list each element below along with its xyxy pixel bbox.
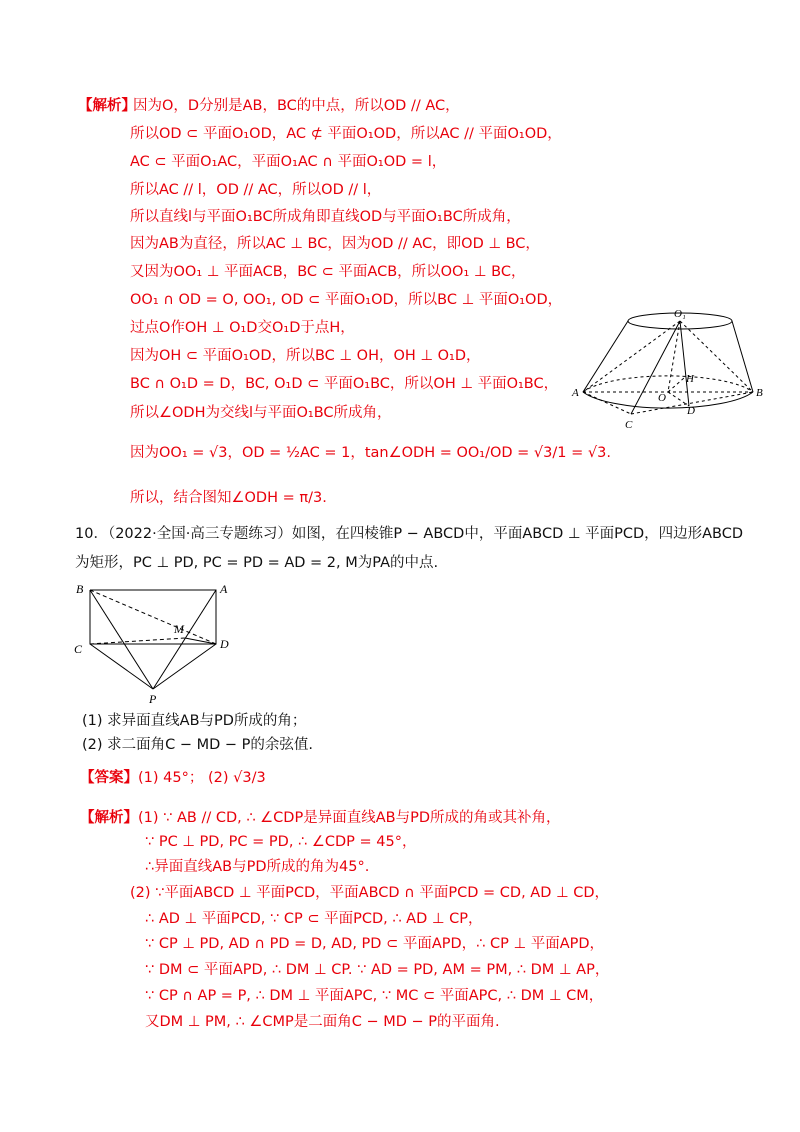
- solution9-line-14: 所以，结合图知∠ODH = π/3.: [130, 490, 327, 506]
- solution9-line-11: BC ∩ O₁D = D，BC, O₁D ⊂ 平面O₁BC，所以OH ⊥ 平面O₁BC，: [130, 376, 559, 392]
- frustum-figure: [570, 300, 770, 435]
- solution10-line-9: 又DM ⊥ PM, ∴ ∠CMP是二面角C − MD − P的平面角.: [145, 1014, 500, 1030]
- solution10-line-6: ∵ CP ⊥ PD, AD ∩ PD = D, AD, PD ⊂ 平面APD，∴ CP ⊥ 平面APD，: [145, 936, 605, 952]
- solution10-line-7: ∵ DM ⊂ 平面APD, ∴ DM ⊥ CP. ∵ AD = PD, AM = PM, ∴ DM ⊥ AP，: [145, 962, 610, 978]
- solution9-line-4: 所以AC // l，OD // AC，所以OD // l，: [130, 182, 382, 198]
- fig2-label-p: P: [149, 692, 157, 706]
- solution9-line-8: OO₁ ∩ OD = O, OO₁, OD ⊂ 平面O₁OD，所以BC ⊥ 平面O₁OD，: [130, 292, 563, 308]
- fig1-label-d: D: [687, 405, 695, 417]
- problem10-intro: 10．（2022·全国·高三专题练习）如图，在四棱锥P − ABCD中，平面ABCD ⊥ 平面PCD，四边形ABCD: [75, 526, 744, 542]
- solution9-line-2: 所以OD ⊂ 平面O₁OD，AC ⊄ 平面O₁OD，所以AC // 平面O₁OD，: [130, 126, 562, 142]
- fig1-label-c: C: [625, 419, 633, 431]
- pyramid-figure: [70, 578, 240, 706]
- fig1-label-b: B: [756, 387, 763, 399]
- fig2-label-d: D: [220, 637, 229, 651]
- analysis-tag-10: 【解析】: [80, 810, 138, 826]
- solution10-line-3: ∴异面直线AB与PD所成的角为45°.: [145, 859, 370, 875]
- solution9-line-6: 因为AB为直径，所以AC ⊥ BC，因为OD // AC，即OD ⊥ BC，: [130, 236, 540, 252]
- solution9-line-12: 所以∠ODH为交线l与平面O₁BC所成角，: [130, 405, 392, 421]
- problem10-intro-2: 为矩形，PC ⊥ PD, PC = PD = AD = 2, M为PA的中点.: [75, 555, 439, 571]
- solution9-line-5: 所以直线l与平面O₁BC所成角即直线OD与平面O₁BC所成角，: [130, 209, 521, 225]
- answer10-text: (1) 45°； (2) √3/3: [138, 770, 266, 786]
- solution10-line-1: (1) ∵ AB // CD, ∴ ∠CDP是异面直线AB与PD所成的角或其补角，: [138, 810, 561, 826]
- solution9-line-9: 过点O作OH ⊥ O₁D交O₁D于点H，: [130, 320, 355, 336]
- solution10-line-8: ∵ CP ∩ AP = P, ∴ DM ⊥ 平面APC, ∵ MC ⊂ 平面APC, ∴ DM ⊥ CM，: [145, 988, 604, 1004]
- solution9-line-1: 因为O，D分别是AB，BC的中点，所以OD // AC，: [133, 98, 460, 114]
- fig2-label-c: C: [74, 642, 83, 656]
- fig2-label-b: B: [76, 582, 84, 596]
- answer-tag-10: 【答案】: [80, 770, 138, 786]
- fig2-label-m: M: [174, 622, 184, 636]
- problem10-question-2: (2) 求二面角C − MD − P的余弦值.: [82, 737, 314, 753]
- fig1-label-a: A: [572, 387, 579, 399]
- solution10-line-4: (2) ∵平面ABCD ⊥ 平面PCD，平面ABCD ∩ 平面PCD = CD, AD ⊥ CD，: [130, 885, 610, 901]
- solution10-line-2: ∵ PC ⊥ PD, PC = PD, ∴ ∠CDP = 45°，: [145, 834, 417, 850]
- fig1-label-h: H: [686, 373, 694, 385]
- analysis-tag-9: 【解析】: [78, 98, 136, 114]
- solution9-line-10: 因为OH ⊂ 平面O₁OD，所以BC ⊥ OH，OH ⊥ O₁D，: [130, 348, 481, 364]
- solution10-line-5: ∴ AD ⊥ 平面PCD, ∵ CP ⊂ 平面PCD, ∴ AD ⊥ CP，: [145, 911, 483, 927]
- problem10-question-1: (1) 求异面直线AB与PD所成的角；: [82, 713, 307, 729]
- solution9-line-3: AC ⊂ 平面O₁AC，平面O₁AC ∩ 平面O₁OD = l，: [130, 154, 447, 170]
- fig1-label-o: O: [658, 392, 666, 404]
- solution9-line-7: 又因为OO₁ ⊥ 平面ACB，BC ⊂ 平面ACB，所以OO₁ ⊥ BC，: [130, 264, 526, 280]
- solution9-line-13: 因为OO₁ = √3，OD = ½AC = 1，tan∠ODH = OO₁/OD = √3/1 = √3.: [130, 445, 611, 461]
- fig2-label-a: A: [220, 582, 228, 596]
- fig1-label-o1: O₁: [674, 308, 686, 320]
